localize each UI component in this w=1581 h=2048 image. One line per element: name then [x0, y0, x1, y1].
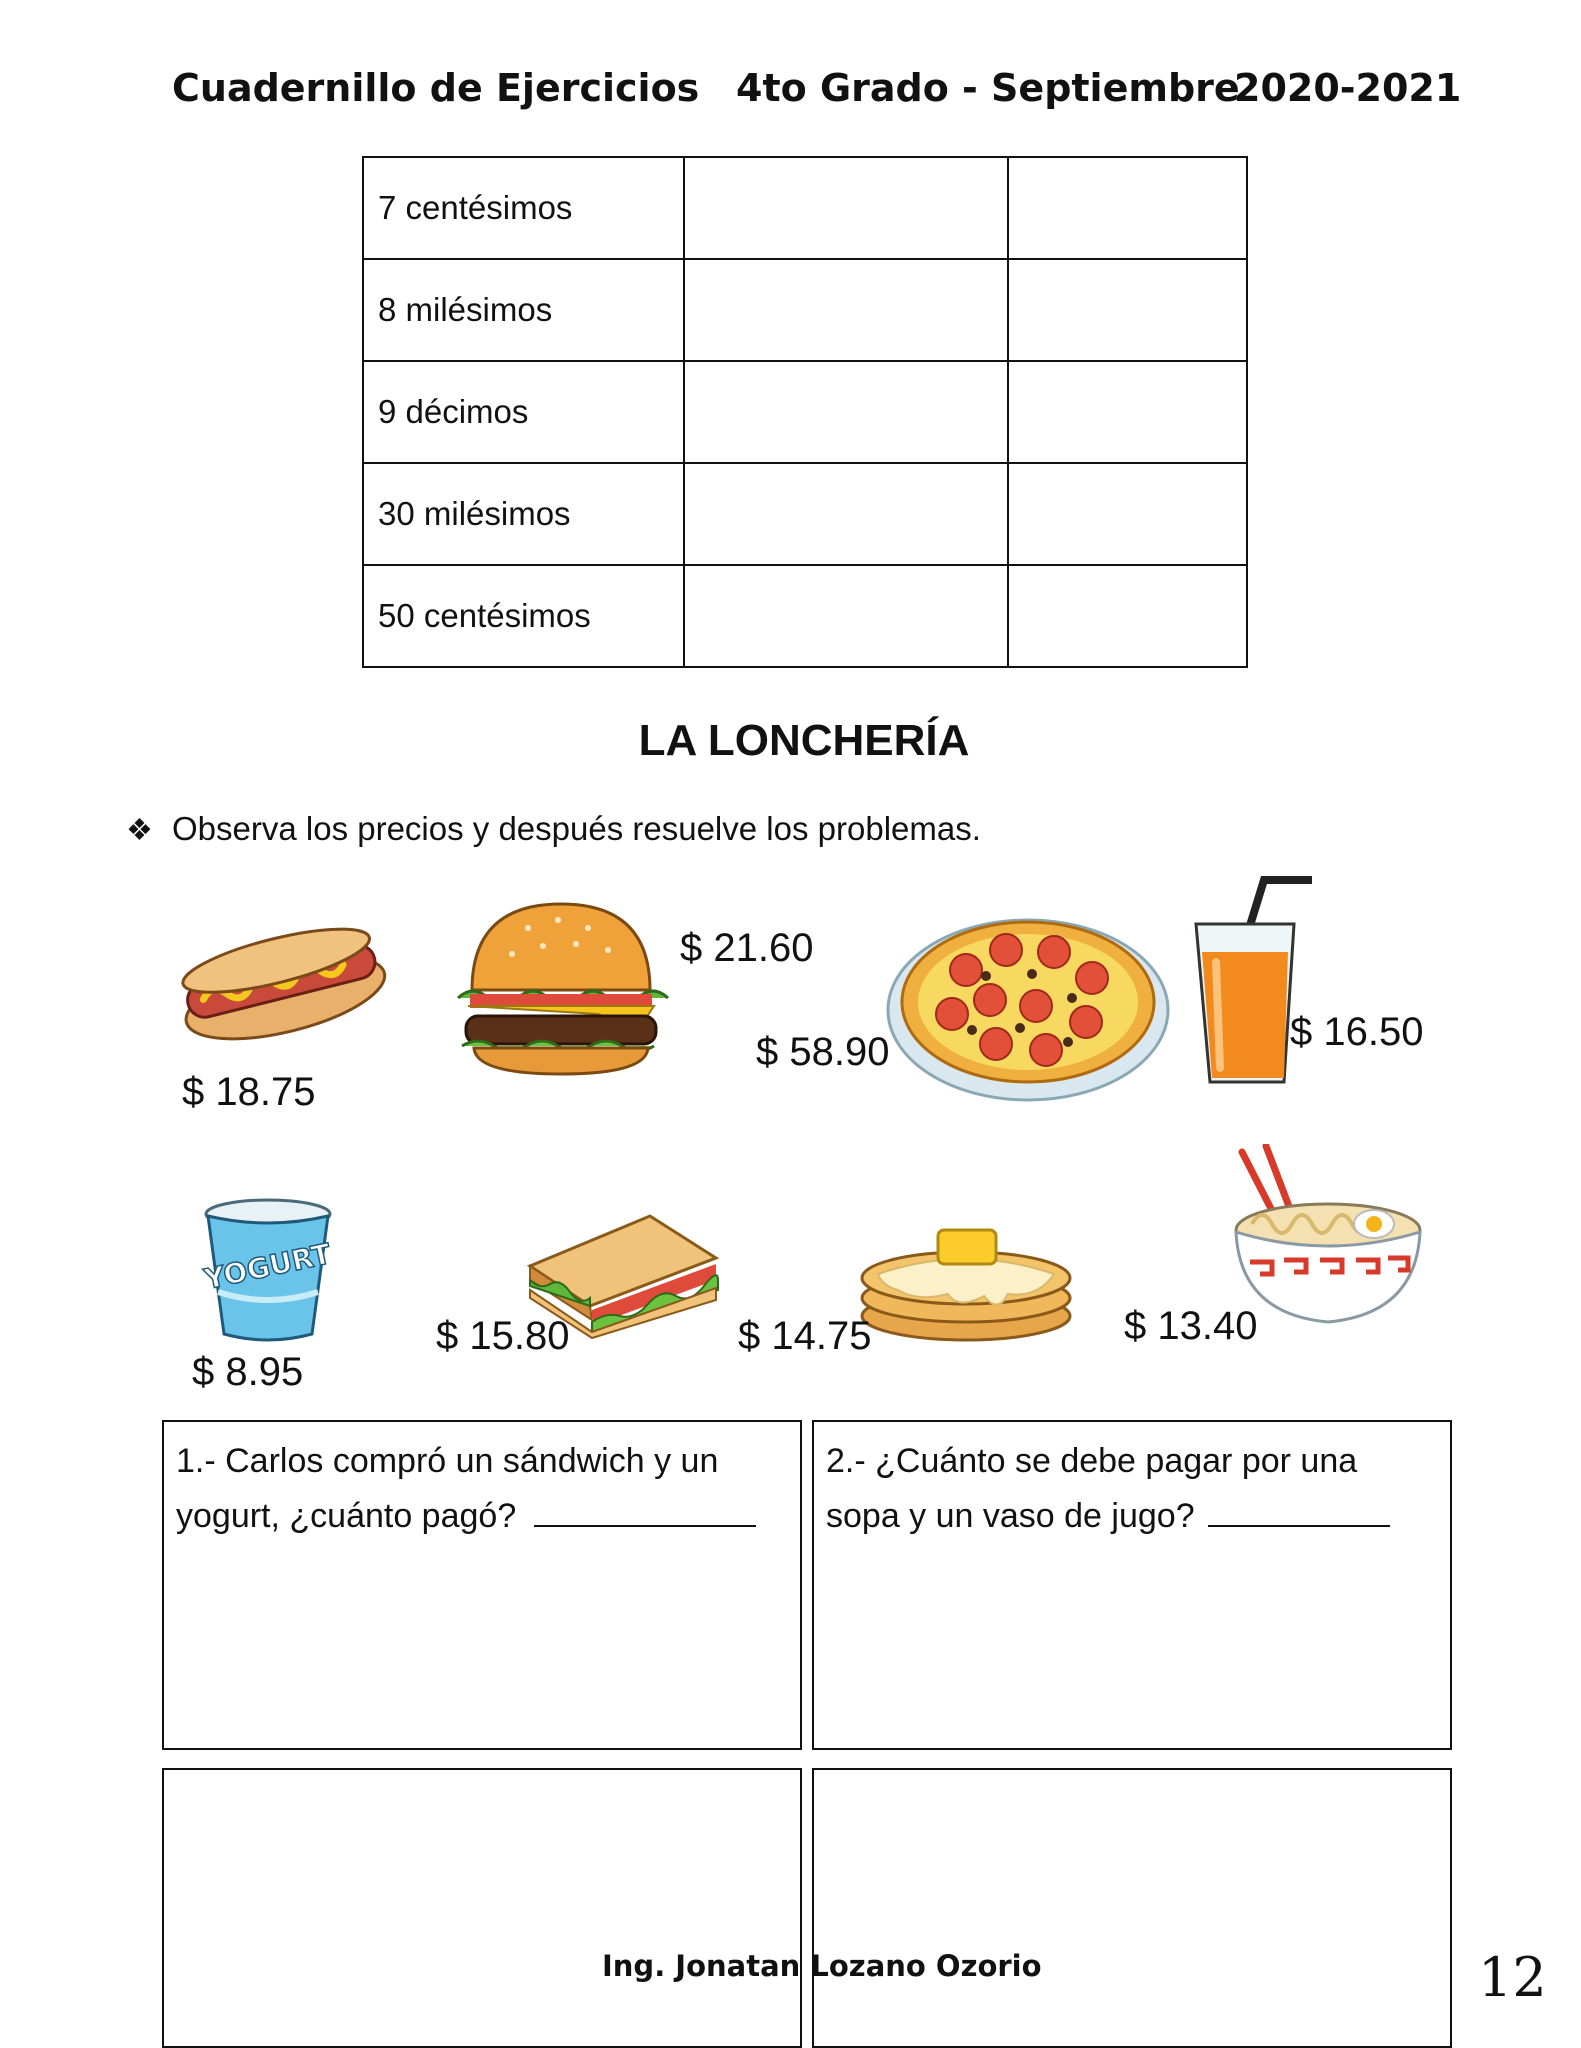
page-number: 12: [1478, 1946, 1547, 2009]
row-label: 8 milésimos: [363, 259, 684, 361]
row-label: 30 milésimos: [363, 463, 684, 565]
price-pizza: $ 58.90: [756, 1030, 890, 1074]
problem-text: [176, 1434, 790, 1544]
price-juice: $ 16.50: [1290, 1010, 1424, 1054]
answer-cell[interactable]: [1008, 259, 1247, 361]
instruction-text: Observa los precios y después resuelve los problemas.: [172, 810, 981, 847]
problem-line: 2.- ¿Cuánto se debe pagar por una: [826, 1442, 1358, 1480]
problem-text: [826, 1434, 1440, 1544]
row-label: 7 centésimos: [363, 157, 684, 259]
yogurt-label: YOGURT: [201, 1237, 334, 1296]
soup-icon: [1232, 1144, 1424, 1334]
answer-blank[interactable]: [534, 1495, 756, 1527]
problem-line: [176, 1489, 790, 1544]
table-row: [363, 259, 1247, 361]
problem-box-2[interactable]: [812, 1420, 1452, 1750]
section-title: LA LONCHERÍA: [638, 716, 970, 765]
row-label: 9 décimos: [363, 361, 684, 463]
problem-line-text: sopa y un vaso de jugo?: [826, 1497, 1195, 1535]
problem-box-1[interactable]: [162, 1420, 802, 1750]
diamond-bullet-icon: ❖: [126, 814, 153, 847]
footer-author: Ing. Jonatan Lozano Ozorio: [602, 1949, 1042, 1983]
row-label: 50 centésimos: [363, 565, 684, 667]
answer-cell[interactable]: [684, 259, 1008, 361]
answer-cell[interactable]: [684, 361, 1008, 463]
problem-line-text: yogurt, ¿cuánto pagó?: [176, 1497, 517, 1535]
problem-line: 1.- Carlos compró un sándwich y un: [176, 1442, 719, 1480]
pancakes-icon: [858, 1214, 1074, 1344]
price-hotdog: $ 18.75: [182, 1070, 316, 1114]
table-row: [363, 565, 1247, 667]
pizza-icon: [886, 910, 1170, 1102]
answer-cell[interactable]: [1008, 361, 1247, 463]
header-year: 2020-2021: [1234, 66, 1462, 110]
conversion-table: [362, 156, 1248, 668]
header-title: Cuadernillo de Ejercicios: [172, 66, 700, 110]
price-burger: $ 21.60: [680, 926, 814, 970]
problem-box-4[interactable]: [812, 1768, 1452, 2048]
burger-icon: [448, 898, 674, 1080]
price-sandwich: $ 15.80: [436, 1314, 570, 1358]
hotdog-icon: [172, 918, 392, 1050]
price-pancakes: $ 14.75: [738, 1314, 872, 1358]
answer-cell[interactable]: [1008, 463, 1247, 565]
price-yogurt: $ 8.95: [192, 1350, 304, 1394]
juice-icon: [1192, 872, 1312, 1092]
table-row: [363, 157, 1247, 259]
answer-cell[interactable]: [684, 565, 1008, 667]
answer-cell[interactable]: [1008, 565, 1247, 667]
price-soup: $ 13.40: [1124, 1304, 1258, 1348]
table-row: [363, 361, 1247, 463]
table-row: [363, 463, 1247, 565]
answer-blank[interactable]: [1208, 1495, 1390, 1527]
problem-line: [826, 1489, 1440, 1544]
problem-box-3[interactable]: [162, 1768, 802, 2048]
answer-cell[interactable]: [684, 463, 1008, 565]
instruction: [126, 810, 981, 848]
header-grade: 4to Grado - Septiembre: [736, 66, 1240, 110]
yogurt-icon: [200, 1196, 336, 1346]
answer-cell[interactable]: [684, 157, 1008, 259]
answer-cell[interactable]: [1008, 157, 1247, 259]
